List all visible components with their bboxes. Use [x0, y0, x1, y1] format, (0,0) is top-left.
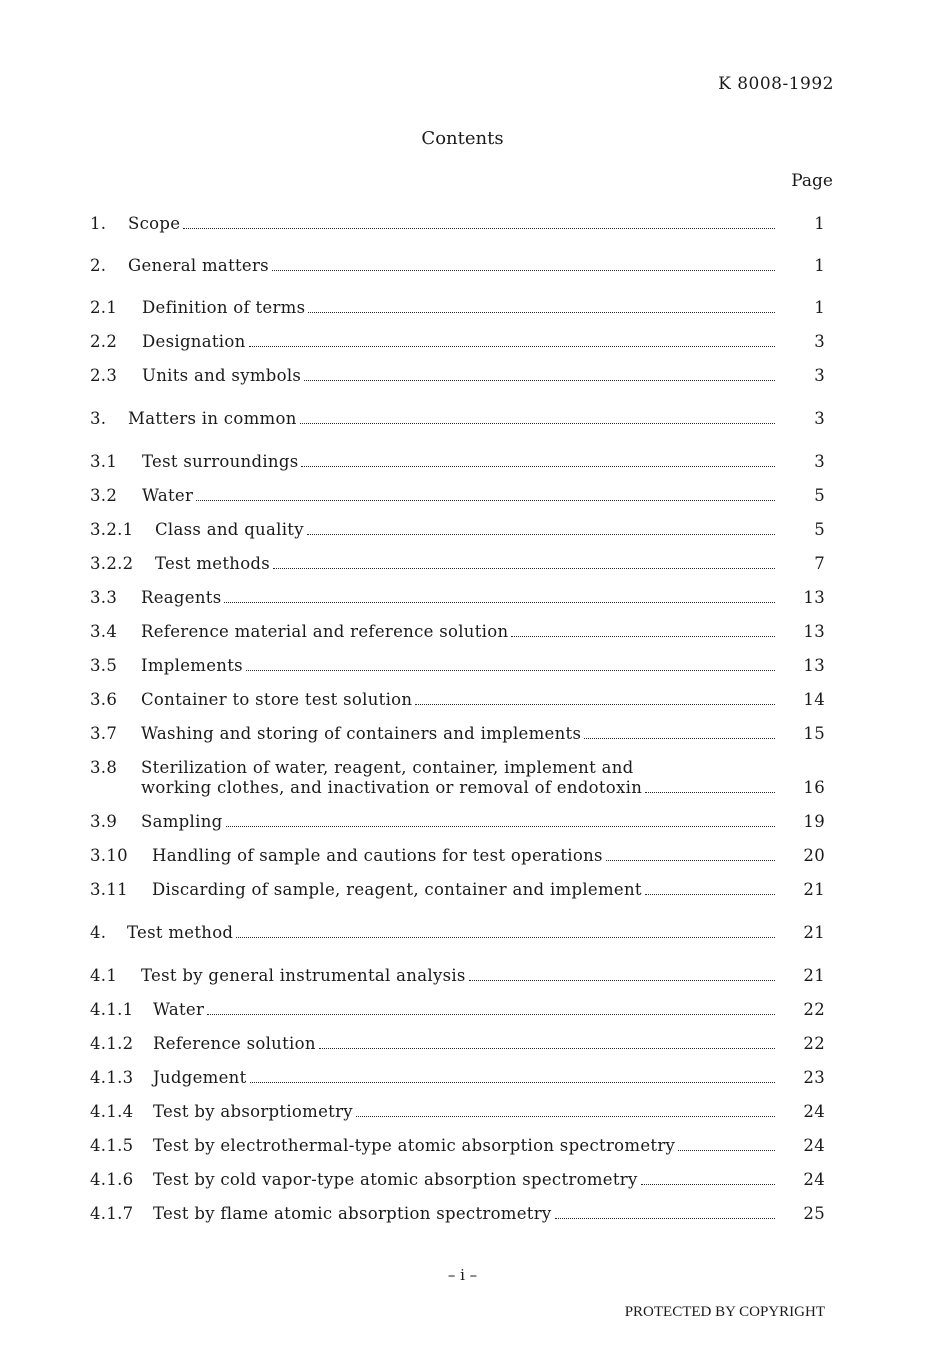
toc-entry[interactable] [90, 520, 825, 544]
dot-leader [273, 568, 775, 569]
page-number: 22 [803, 1034, 825, 1053]
section-title: Sampling [141, 812, 223, 831]
dot-leader [304, 380, 775, 381]
section-number: 3.7 [90, 724, 118, 743]
section-number: 3.2.1 [90, 520, 134, 539]
dot-leader [183, 228, 775, 229]
section-title: Designation [142, 332, 246, 351]
toc-entry[interactable] [90, 366, 825, 390]
section-title: Reagents [141, 588, 222, 607]
toc-entry[interactable] [90, 923, 825, 947]
dot-leader [641, 1184, 775, 1185]
section-number: 4.1.6 [90, 1170, 134, 1189]
section-title: Container to store test solution [141, 690, 413, 709]
page-number: 22 [803, 1000, 825, 1019]
page-number: 7 [814, 554, 825, 573]
toc-entry[interactable] [90, 812, 825, 836]
page-number: 13 [803, 622, 825, 641]
page-number: 3 [814, 366, 825, 385]
toc-entry[interactable] [90, 486, 825, 510]
section-title: Water [142, 486, 194, 505]
page-number: 15 [803, 724, 825, 743]
section-title: Matters in common [128, 409, 297, 428]
page-number: 1 [814, 298, 825, 317]
dot-leader [196, 500, 775, 501]
dot-leader [224, 602, 775, 603]
section-number: 1. [90, 214, 107, 233]
toc-entry[interactable] [90, 332, 825, 356]
section-number: 3.2 [90, 486, 118, 505]
section-number: 3.3 [90, 588, 118, 607]
section-number: 4.1.2 [90, 1034, 134, 1053]
section-number: 3.2.2 [90, 554, 134, 573]
dot-leader [236, 937, 775, 938]
page-number: 1 [814, 256, 825, 275]
page-number: 5 [814, 520, 825, 539]
section-title: Units and symbols [142, 366, 302, 385]
toc-entry[interactable] [90, 622, 825, 646]
footer-page-number: – i – [447, 1266, 478, 1284]
page-number: 21 [803, 880, 825, 899]
copyright-notice: PROTECTED BY COPYRIGHT [624, 1304, 825, 1320]
dot-leader [226, 826, 776, 827]
page-number: 14 [803, 690, 825, 709]
dot-leader [319, 1048, 775, 1049]
section-number: 4. [90, 923, 107, 942]
dot-leader [207, 1014, 775, 1015]
section-title: Definition of terms [142, 298, 306, 317]
toc-entry[interactable] [90, 846, 825, 870]
page-number: 24 [803, 1136, 825, 1155]
section-title: Test by absorptiometry [153, 1102, 353, 1121]
section-number: 4.1.4 [90, 1102, 134, 1121]
section-title: working clothes, and inactivation or removal of endotoxin [141, 778, 643, 797]
section-number: 3.10 [90, 846, 128, 865]
toc-entry[interactable] [90, 880, 825, 904]
section-title-line1: Sterilization of water, reagent, container, implement and [141, 758, 634, 777]
section-title: Washing and storing of containers and implements [141, 724, 582, 743]
section-title: Test method [127, 923, 234, 942]
section-number: 3.8 [90, 758, 118, 777]
section-number: 2.1 [90, 298, 118, 317]
dot-leader [301, 466, 775, 467]
dot-leader [272, 270, 775, 271]
section-title: Scope [128, 214, 181, 233]
section-number: 3.11 [90, 880, 128, 899]
section-number: 4.1.5 [90, 1136, 134, 1155]
section-title: Test by general instrumental analysis [141, 966, 466, 985]
dot-leader [250, 1082, 776, 1083]
page-number: 3 [814, 409, 825, 428]
section-title: Implements [141, 656, 243, 675]
toc-entry[interactable] [90, 409, 825, 433]
dot-leader [645, 894, 775, 895]
section-title: Reference solution [153, 1034, 316, 1053]
toc-entry[interactable] [90, 214, 825, 238]
standard-number: K 8008-1992 [718, 74, 834, 94]
page-number: 19 [803, 812, 825, 831]
page-number: 24 [803, 1170, 825, 1189]
dot-leader [308, 312, 775, 313]
toc-entry[interactable] [90, 690, 825, 714]
section-title: Test by electrothermal-type atomic absorption spectrometry [153, 1136, 676, 1155]
toc-entry[interactable] [90, 256, 825, 280]
page-number: 23 [803, 1068, 825, 1087]
dot-leader [584, 738, 775, 739]
toc-entry[interactable] [90, 1170, 825, 1194]
page-number: 13 [803, 588, 825, 607]
dot-leader [645, 792, 775, 793]
page-number: 20 [803, 846, 825, 865]
toc-entry[interactable] [90, 656, 825, 680]
section-number: 2.3 [90, 366, 118, 385]
dot-leader [555, 1218, 775, 1219]
toc-entry[interactable] [90, 758, 825, 802]
toc-entry[interactable] [90, 1102, 825, 1126]
dot-leader [606, 860, 775, 861]
page-column-label: Page [791, 171, 833, 191]
dot-leader [356, 1116, 775, 1117]
contents-title: Contents [421, 128, 504, 149]
dot-leader [469, 980, 775, 981]
dot-leader [307, 534, 775, 535]
toc-entry[interactable] [90, 1000, 825, 1024]
section-number: 3.4 [90, 622, 118, 641]
section-title: Discarding of sample, reagent, container and implement [152, 880, 642, 899]
page-number: 5 [814, 486, 825, 505]
toc-entry[interactable] [90, 1068, 825, 1092]
section-title: Test surroundings [142, 452, 299, 471]
section-title: General matters [128, 256, 269, 275]
dot-leader [246, 670, 775, 671]
section-number: 4.1 [90, 966, 118, 985]
toc-entry[interactable] [90, 724, 825, 748]
section-title: Judgement [153, 1068, 247, 1087]
section-title: Handling of sample and cautions for test operations [152, 846, 603, 865]
section-title: Test by cold vapor-type atomic absorption spectrometry [153, 1170, 638, 1189]
dot-leader [511, 636, 775, 637]
section-number: 3.6 [90, 690, 118, 709]
toc-entry[interactable] [90, 966, 825, 990]
page-number: 21 [803, 923, 825, 942]
toc-entry[interactable] [90, 1136, 825, 1160]
section-title: Reference material and reference solution [141, 622, 509, 641]
section-title: Test methods [155, 554, 271, 573]
dot-leader [249, 346, 775, 347]
section-title: Test by flame atomic absorption spectrometry [153, 1204, 552, 1223]
page-number: 3 [814, 452, 825, 471]
toc-entry[interactable] [90, 554, 825, 578]
section-number: 4.1.3 [90, 1068, 134, 1087]
toc-entry[interactable] [90, 1034, 825, 1058]
page-number: 16 [803, 778, 825, 797]
page-number: 24 [803, 1102, 825, 1121]
page-number: 21 [803, 966, 825, 985]
section-number: 2.2 [90, 332, 118, 351]
section-number: 3.9 [90, 812, 118, 831]
section-title: Class and quality [155, 520, 304, 539]
section-number: 2. [90, 256, 107, 275]
dot-leader [678, 1150, 775, 1151]
page-number: 25 [803, 1204, 825, 1223]
section-number: 3.1 [90, 452, 118, 471]
toc-entry[interactable] [90, 588, 825, 612]
toc-entry[interactable] [90, 452, 825, 476]
page-number: 3 [814, 332, 825, 351]
toc-entry[interactable] [90, 298, 825, 322]
toc-entry[interactable] [90, 1204, 825, 1228]
section-number: 4.1.7 [90, 1204, 134, 1223]
page-number: 13 [803, 656, 825, 675]
page-number: 1 [814, 214, 825, 233]
dot-leader [415, 704, 775, 705]
dot-leader [300, 423, 775, 424]
section-number: 4.1.1 [90, 1000, 134, 1019]
section-title: Water [153, 1000, 205, 1019]
section-number: 3.5 [90, 656, 118, 675]
section-number: 3. [90, 409, 107, 428]
